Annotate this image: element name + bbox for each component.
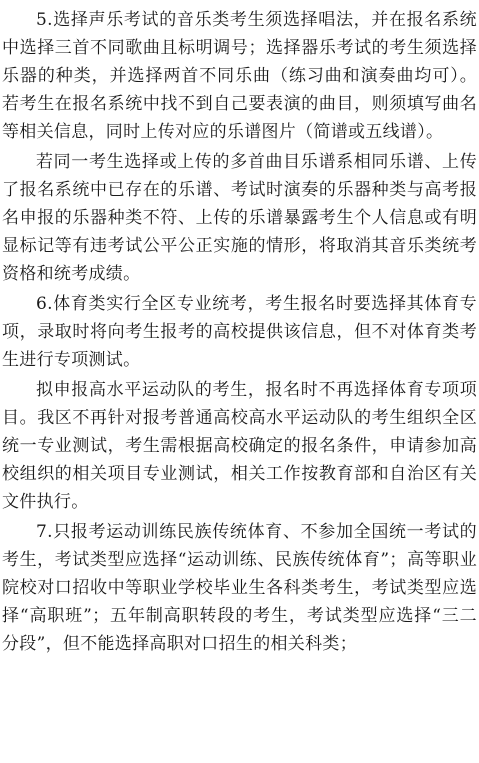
paragraph-music-score-violations: 若同一考生选择或上传的多首曲目乐谱系相同乐谱、上传了报名系统中已存在的乐谱、考试时演奏的乐器种类与高考报名申报的乐器种类不符、上传的乐谱暴露考生个人信息或有明显标记等有违考试公平公正实施的情形，将取消其音乐类统考资格和统考成绩。: [2, 152, 477, 284]
paragraph-high-level-sports-teams: 拟申报高水平运动队的考生，报名时不再选择体育专项项目。我区不再针对报考普通高校高水平运动队的考生组织全区统一专业测试，考生需根据高校确定的报名条件，申请参加高校组织的相关项目专业测试，相关工作按教育部和自治区有关文件执行。: [2, 380, 477, 512]
document-body: [2, 6, 477, 658]
paragraph-exam-type-selection: 7.只报考运动训练民族传统体育、不参加全国统一考试的考生，考试类型应选择“运动训练、民族传统体育”；高等职业院校对口招收中等职业学校毕业生各科类考生，考试类型应选择“高职班”；五年制高职转段的考生，考试类型应选择“三二分段”，但不能选择高职对口招生的相关科类；: [2, 522, 477, 654]
paragraph-vocal-instrumental-exam: 5.选择声乐考试的音乐类考生须选择唱法，并在报名系统中选择三首不同歌曲且标明调号；选择器乐考试的考生须选择乐器的种类，并选择两首不同乐曲（练习曲和演奏曲均可）。若考生在报名系统中找不到自己要表演的曲目，则须填写曲名等相关信息，同时上传对应的乐谱图片（简谱或五线谱）。: [2, 10, 477, 142]
paragraph-sports-unified-exam: 6.体育类实行全区专业统考，考生报名时要选择其体育专项，录取时将向考生报考的高校提供该信息，但不对体育类考生进行专项测试。: [2, 294, 477, 370]
